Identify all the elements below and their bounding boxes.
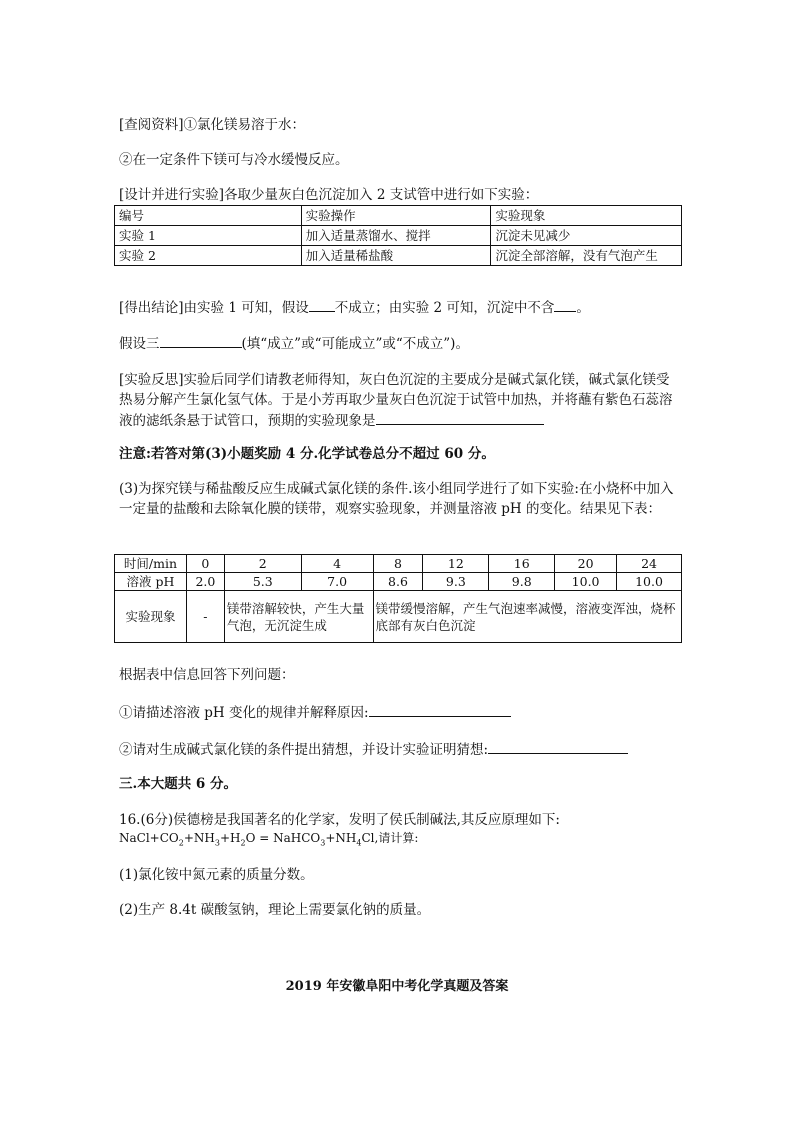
- ph-cell: 10.0: [555, 573, 617, 591]
- time-cell: 24: [617, 555, 682, 573]
- hypothesis-three-line: 假设三 (填“成立”或“可能成立”或“不成立”)。: [119, 333, 469, 354]
- answer-intro: 根据表中信息回答下列问题：: [119, 667, 295, 683]
- table-row: [115, 246, 682, 266]
- answer-blank: [369, 702, 511, 717]
- ph-cell: 2.0: [186, 573, 224, 591]
- table-cell: 加入适量稀盐酸: [301, 246, 491, 266]
- table-cell: 沉淀全部溶解，没有气泡产生: [491, 246, 682, 266]
- calc-question-1: (1)氯化铵中氮元素的质量分数。: [119, 867, 314, 883]
- time-cell: 16: [489, 555, 555, 573]
- table-cell: 沉淀未见减少: [491, 226, 682, 246]
- table-cell: 实验 2: [115, 246, 302, 266]
- row-label: 时间/min: [115, 555, 187, 573]
- question-3-paragraph: (3)为探究镁与稀盐酸反应生成碱式氯化镁的条件.该小组同学进行了如下实验:在小烧杯中加入一定量的盐酸和去除氧化膜的镁带，观察实验现象，并测量溶液 pH 的变化。结果见下表：: [119, 481, 674, 517]
- header-cell: 实验操作: [301, 206, 491, 226]
- observation-cell: 镁带缓慢溶解，产生气泡速率减慢，溶液变浑浊，烧杯底部有灰白色沉淀: [373, 591, 681, 643]
- footer-title: 2019 年安徽阜阳中考化学真题及答案: [285, 979, 509, 994]
- design-heading: [设计并进行实验]各取少量灰白色沉淀加入 2 支试管中进行如下实验：: [119, 187, 539, 203]
- observation-row: [115, 591, 682, 643]
- header-cell: 编号: [115, 206, 302, 226]
- ph-cell: 5.3: [224, 573, 301, 591]
- ph-table: [114, 554, 682, 643]
- answer-blank: [309, 297, 335, 312]
- answer-blank: [160, 333, 242, 348]
- time-cell: 2: [224, 555, 301, 573]
- answer-blank: [554, 297, 576, 312]
- time-cell: 8: [373, 555, 423, 573]
- time-cell: 0: [186, 555, 224, 573]
- observation-cell: -: [186, 591, 224, 643]
- reflection-paragraph: [实验反思]实验后同学们请教老师得知，灰白色沉淀的主要成分是碱式氯化镁，碱式氯化镁受热易分解产生氯化氢气体。于是小芳再取少量灰白色沉淀于试管中加热，并将蘸有紫色石蕊溶液的滤纸条悬于试管口，预期的实验现象是: [119, 372, 673, 429]
- row-label: 实验现象: [115, 591, 187, 643]
- row-label: 溶液 pH: [115, 573, 187, 591]
- time-cell: 20: [555, 555, 617, 573]
- section-three-heading: 三.本大题共 6 分。: [119, 776, 237, 792]
- bonus-note: 注意:若答对第(3)小题奖励 4 分.化学试卷总分不超过 60 分。: [119, 446, 495, 462]
- ph-cell: 7.0: [301, 573, 373, 591]
- ph-cell: 10.0: [617, 573, 682, 591]
- answer-blank: [376, 410, 544, 425]
- ph-cell: 9.3: [423, 573, 489, 591]
- conclusion-line: [得出结论]由实验 1 可知，假设 不成立；由实验 2 可知，沉淀中不含 。: [119, 297, 590, 318]
- reaction-equation: $NaCl+CO_2+NH_3+H_2O$ = $NaHCO_3+NH_4Cl$,请计算:: [119, 831, 419, 848]
- table-cell: 实验 1: [115, 226, 302, 246]
- answer-blank: [488, 739, 628, 754]
- sub-question-2: ②请对生成碱式氯化镁的条件提出猜想，并设计实验证明猜想:: [119, 739, 628, 760]
- time-cell: 4: [301, 555, 373, 573]
- calc-question-2: (2)生产 8.4t 碳酸氢钠，理论上需要氯化钠的质量。: [119, 902, 431, 918]
- observation-cell: 镁带溶解较快，产生大量气泡，无沉淀生成: [224, 591, 373, 643]
- sub-question-1: ①请描述溶液 pH 变化的规律并解释原因:: [119, 702, 511, 723]
- ph-cell: 8.6: [373, 573, 423, 591]
- table-cell: 加入适量蒸馏水、搅拌: [301, 226, 491, 246]
- reference-line-1: [查阅资料]①氯化镁易溶于水：: [119, 117, 306, 133]
- ph-row: [115, 573, 682, 591]
- table-row: [115, 226, 682, 246]
- table-header-row: [115, 206, 682, 226]
- question-16: 16.(6分)侯德榜是我国著名的化学家，发明了侯氏制碱法,其反应原理如下:: [119, 812, 560, 828]
- ph-cell: 9.8: [489, 573, 555, 591]
- time-cell: 12: [423, 555, 489, 573]
- time-row: [115, 555, 682, 573]
- reference-line-2: ②在一定条件下镁可与冷水缓慢反应。: [119, 152, 349, 168]
- header-cell: 实验现象: [491, 206, 682, 226]
- experiment-table: [114, 205, 682, 266]
